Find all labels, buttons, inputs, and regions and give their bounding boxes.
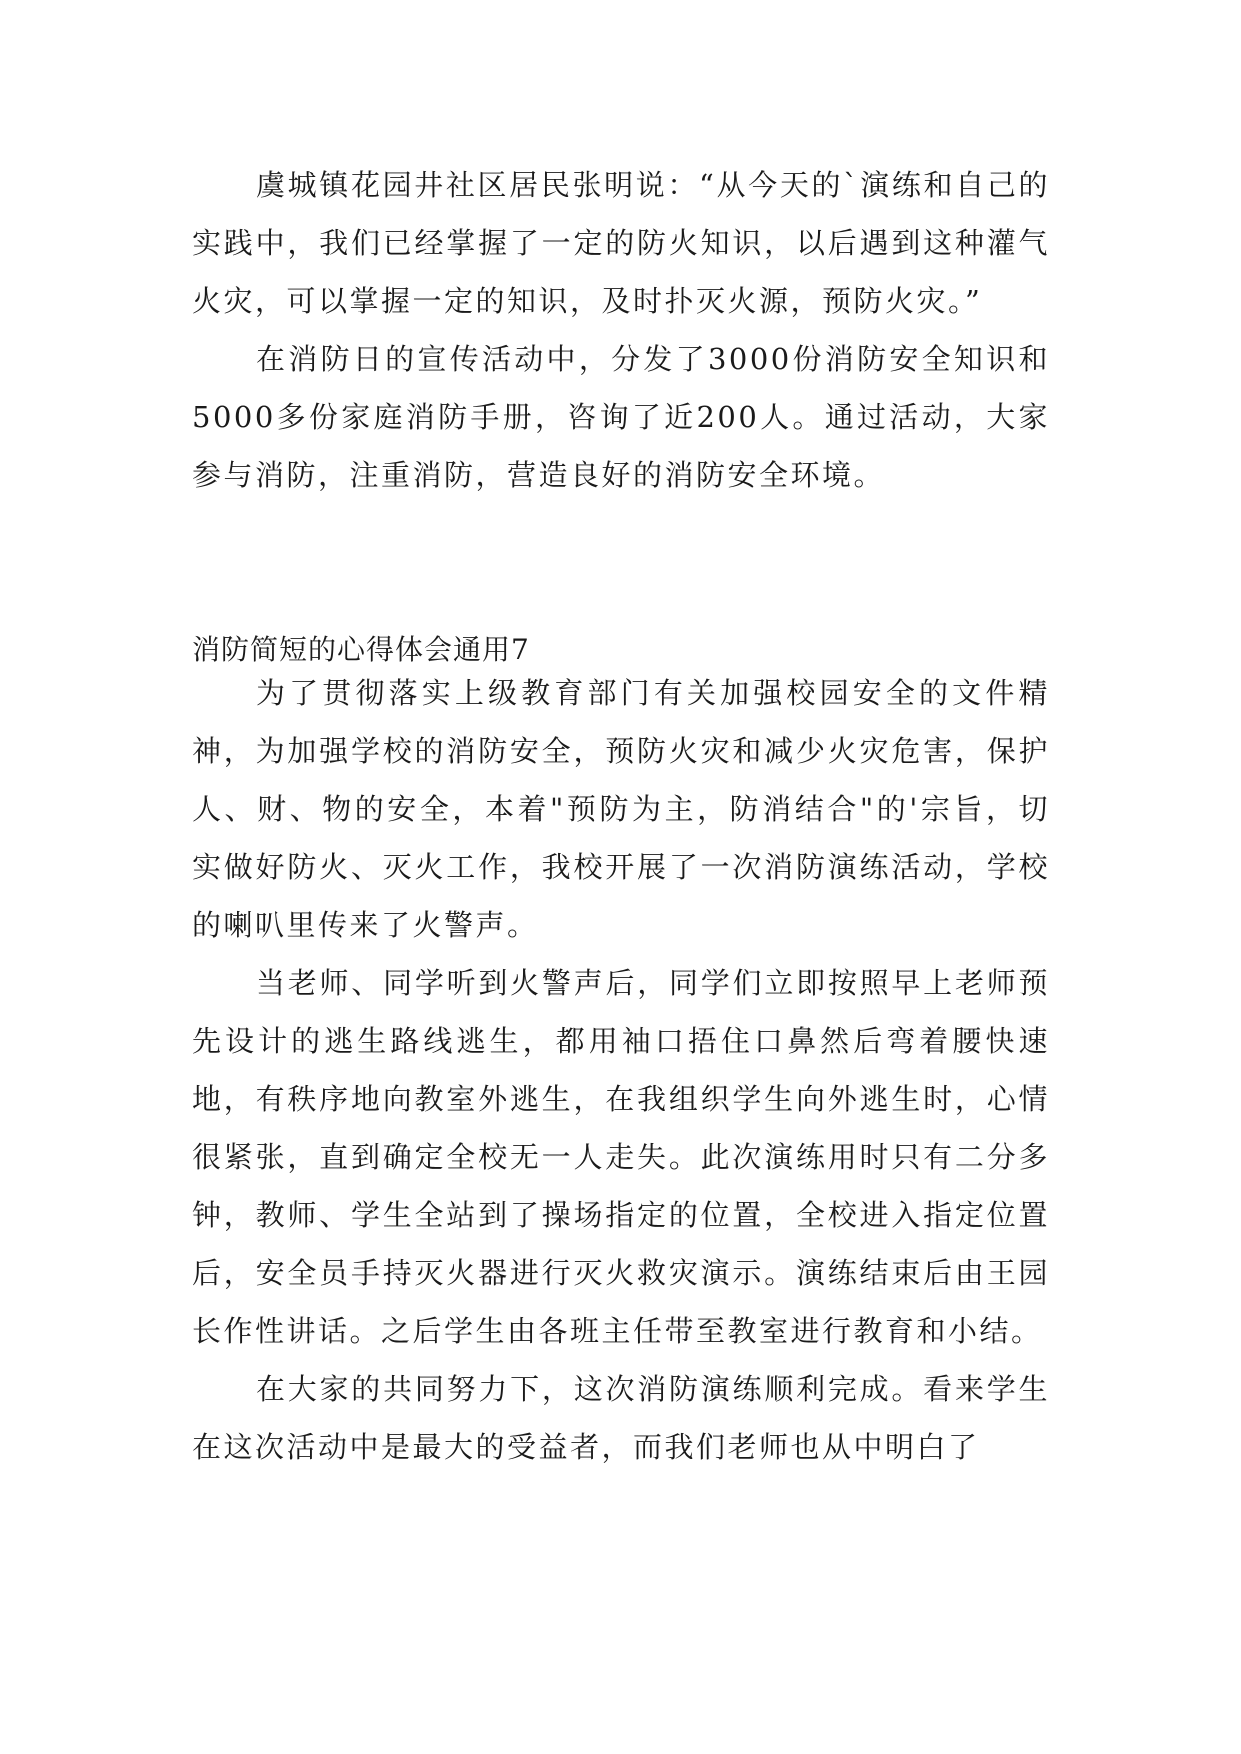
paragraph-fire-day-activity: 在消防日的宣传活动中，分发了3000份消防安全知识和5000多份家庭消防手册，咨询了近200人。通过活动，大家参与消防，注重消防，营造良好的消防安全环境。 [192, 342, 1050, 492]
paragraph-drill-process: 当老师、同学听到火警声后，同学们立即按照早上老师预先设计的逃生路线逃生，都用袖口捂住口鼻然后弯着腰快速地，有秩序地向教室外逃生，在我组织学生向外逃生时，心情很紧张，直到确定全校无一人走失。此次演练用时只有二分多钟，教师、学生全站到了操场指定的位置，全校进入指定位置后，安全员手持灭火器进行灭火救灾演示。演练结束后由王园长作性讲话。之后学生由各班主任带至教室进行教育和小结。 [192, 966, 1050, 1348]
section-heading: 消防简短的心得体会通用7 [192, 633, 530, 666]
main-section [192, 664, 1050, 1476]
paragraph-drill-conclusion: 在大家的共同努力下，这次消防演练顺利完成。看来学生在这次活动中是最大的受益者，而我们老师也从中明白了 [192, 1372, 1050, 1464]
top-section [192, 156, 1050, 504]
paragraph-drill-intro: 为了贯彻落实上级教育部门有关加强校园安全的文件精神，为加强学校的消防安全，预防火灾和减少火灾危害，保护人、财、物的安全，本着"预防为主，防消结合"的'宗旨，切实做好防火、灭火工作，我校开展了一次消防演练活动，学校的喇叭里传来了火警声。 [192, 676, 1050, 942]
paragraph-resident-quote: 虞城镇花园井社区居民张明说：“从今天的`演练和自己的实践中，我们已经掌握了一定的防火知识，以后遇到这种灌气火灾，可以掌握一定的知识，及时扑灭火源，预防火灾。” [192, 168, 1050, 318]
